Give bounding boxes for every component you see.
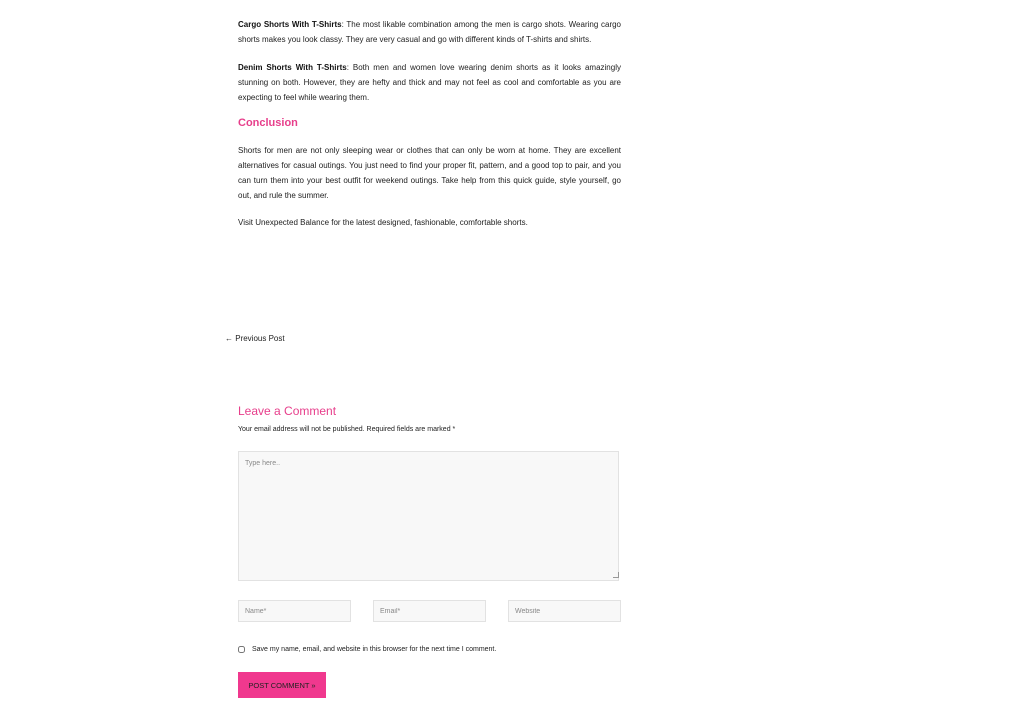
- cargo-title: Cargo Shorts With T-Shirts: [238, 20, 342, 29]
- conclusion-paragraph: Shorts for men are not only sleeping wear or clothes that can only be worn at home. They are excellent alternatives for casual outings. You just need to find your proper fit, pattern, and a good top to pair, and you can turn them into your best outfit for weekend outings. Take help from this quick guide, style yourself, go out, and rule the summer.: [238, 146, 621, 200]
- post-comment-button[interactable]: POST COMMENT »: [238, 672, 326, 698]
- previous-post-label: Previous Post: [235, 334, 285, 343]
- cargo-text: : The most likable combination among the men is cargo shots. Wearing cargo shorts makes you look classy. They are very casual and go with different kinds of T-shirts and shirts.: [238, 20, 622, 44]
- save-info-label: Save my name, email, and website in this browser for the next time I comment.: [252, 646, 497, 653]
- visit-paragraph: Visit Unexpected Balance for the latest designed, fashionable, comfortable shorts.: [238, 218, 528, 227]
- save-info-row: [238, 646, 496, 653]
- comment-form-title: Leave a Comment: [238, 404, 337, 418]
- article-content: [238, 17, 622, 227]
- name-field[interactable]: [238, 600, 351, 622]
- comment-form: [238, 404, 621, 690]
- comment-textarea[interactable]: [238, 451, 619, 581]
- denim-paragraph: [238, 60, 621, 105]
- email-field[interactable]: [373, 600, 486, 622]
- required-notice: Your email address will not be published. Required fields are marked *: [238, 426, 456, 433]
- website-field[interactable]: [508, 600, 621, 622]
- cargo-paragraph: [238, 17, 621, 47]
- conclusion-heading: Conclusion: [238, 117, 298, 129]
- previous-post-link[interactable]: [225, 334, 285, 343]
- resize-handle-icon[interactable]: [613, 572, 619, 578]
- save-info-checkbox[interactable]: [238, 646, 245, 653]
- denim-text: : Both men and women love wearing denim shorts as it looks amazingly stunning on both. However, they are hefty and thick and may not feel as cool and comfortable as you are expecting to feel while wearing them.: [238, 63, 621, 102]
- arrow-left-icon: ←: [225, 334, 233, 343]
- denim-title: Denim Shorts With T-Shirts: [238, 63, 347, 72]
